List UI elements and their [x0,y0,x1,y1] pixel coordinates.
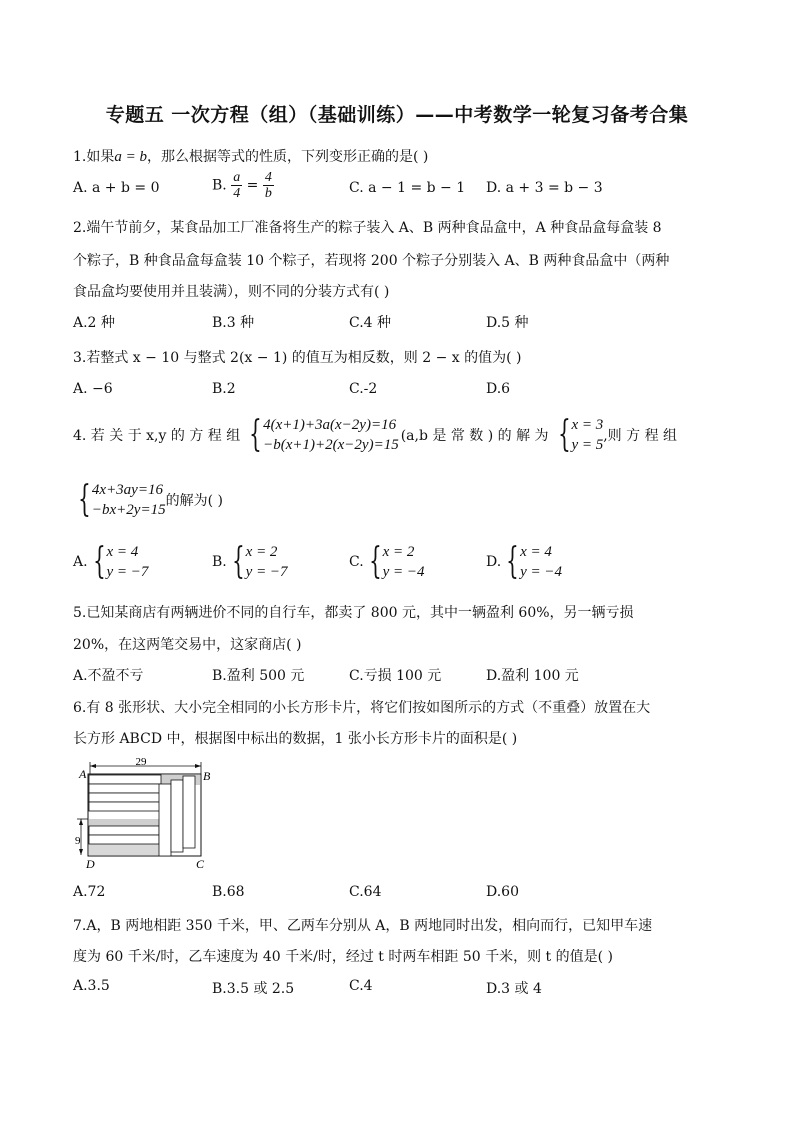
q4-system-1 [244,415,398,455]
q2-option-b: B.3 种 [212,315,255,331]
q4-sys2-post: 的解为( ) [165,493,223,509]
q3-option-b: B.2 [212,381,236,397]
q6-option-a: A.72 [73,884,106,900]
q4-a-row2: y = −7 [106,564,149,580]
brace-icon: { [92,541,106,582]
q4-stem-mid: (a,b 是 常 数 ) 的 解 为 [400,428,549,444]
q1-b-frac-1 [231,170,242,201]
q1-option-b [212,170,274,201]
q6-option-b: B.68 [212,884,245,900]
q1-b-frac2-den: b [264,186,272,201]
brace-icon: { [557,414,571,455]
rectangle-cards-figure [73,758,223,870]
q4-b-row1: x = 2 [245,544,278,560]
figure-top-label: 29 [135,758,147,768]
q4-c-row2: y = −4 [382,564,425,580]
shaded-region-bottom [89,844,159,855]
question-4-stem [73,415,723,455]
q1-b-frac-2 [263,170,274,201]
question-7-line-2: 度为 60 千米/时，乙车速度为 40 千米/时，经过 t 时两车相距 50 千米，则 t 的值是( ) [73,949,614,965]
q1-option-d: D. a + 3 = b − 3 [486,180,603,196]
question-4-system-2 [73,480,223,520]
q5-option-c: C.亏损 100 元 [349,668,442,684]
shaded-region-middle [89,819,159,826]
q4-stem-pre: 4. 若 关 于 x,y 的 方 程 组 [73,428,241,444]
arrowhead-left-icon [90,764,96,768]
q5-option-b: B.盈利 500 元 [212,668,305,684]
card-horizontal-5 [89,826,159,835]
arrowhead-down-icon [79,849,83,855]
q5-option-a: A.不盈不亏 [73,668,144,684]
brace-icon: { [506,541,519,582]
question-2-line-1: 2.端午节前夕，某食品加工厂准备将生产的粽子装入 A、B 两种食品盒中，A 种食品盒每盒装 8 [73,220,662,236]
q7-option-d: D.3 或 4 [486,981,542,997]
q4-sys1-row1: 4(x+1)+3a(x−2y)=16 [263,417,397,433]
q4-sys2-row2: −bx+2y=15 [91,502,166,518]
card-horizontal-1 [89,775,161,784]
question-5-line-2: 20%，在这两笔交易中，这家商店( ) [73,637,302,653]
q3-option-a: A. −6 [73,381,113,397]
brace-icon: { [78,479,91,520]
q4-sol-row1: x = 3 [571,417,604,433]
question-1-stem [73,146,428,166]
q1-stem-pre: 1.如果 [73,149,115,165]
q4-d-row1: x = 4 [520,544,552,560]
q1-b-frac1-den: 4 [233,186,241,201]
q4-sys2-row1: 4x+3ay=16 [91,482,163,498]
question-5-line-1: 5.已知某商店有两辆进价不同的自行车，都卖了 800 元，其中一辆盈利 60%，另一辆亏损 [73,605,634,621]
card-vertical-2 [171,780,183,852]
q5-option-d: D.盈利 100 元 [486,668,579,684]
figure-left-label: 9 [75,835,81,847]
q4-sys1-row2: −b(x+1)+2(x−2y)=15 [263,437,399,453]
page-title: 专题五 一次方程（组）（基础训练）——中考数学一轮复习备考合集 [105,104,689,126]
q1-stem-math: a = b [114,149,147,165]
card-horizontal-3 [89,793,161,802]
q4-option-a [73,542,148,582]
q4-d-row2: y = −4 [520,564,562,580]
q7-option-c: C.4 [349,978,373,994]
q2-option-d: D.5 种 [486,315,529,331]
q3-option-d: D.6 [486,381,511,397]
q4-option-a-label: A. [73,554,88,570]
q6-option-c: C.64 [349,884,382,900]
q4-option-d [486,542,562,582]
q1-option-b-label: B. [212,177,227,194]
q4-b-row2: y = −7 [245,564,288,580]
q1-stem-post: ，那么根据等式的性质，下列变形正确的是( ) [146,149,429,165]
card-horizontal-6 [89,835,159,844]
question-2-line-3: 食品盒均要使用并且装满），则不同的分装方式有( ) [73,284,390,300]
card-vertical-3 [183,776,195,848]
q4-option-c-label: C. [349,554,364,570]
q1-b-eq: = [246,177,259,194]
brace-icon: { [368,541,382,582]
q4-system-2 [73,480,166,520]
q4-option-b-label: B. [212,554,227,570]
q1-option-a: A. a + b = 0 [73,180,160,196]
q3-option-c: C.-2 [349,381,378,397]
q6-option-d: D.60 [486,884,519,900]
card-horizontal-4 [89,802,161,811]
q7-option-b: B.3.5 或 2.5 [212,981,295,997]
q4-stem-post: ,则 方 程 组 [603,428,678,444]
q4-c-row1: x = 2 [382,544,415,560]
q4-option-c [349,542,424,582]
q4-option-b [212,542,288,582]
card-vertical-1 [159,784,171,856]
arrowhead-up-icon [79,819,83,825]
arrowhead-right-icon [195,764,201,768]
brace-icon: { [249,414,262,455]
question-3-stem: 3.若整式 x − 10 与整式 2(x − 1) 的值互为相反数，则 2 − x 的值为( ) [73,350,522,366]
q2-option-c: C.4 种 [349,315,392,331]
q4-solution [553,415,604,455]
question-6-line-1: 6.有 8 张形状、大小完全相同的小长方形卡片，将它们按如图所示的方式（不重叠）放置在大 [73,700,651,716]
q4-option-d-label: D. [486,554,502,570]
question-7-line-1: 7.A，B 两地相距 350 千米，甲、乙两车分别从 A，B 两地同时出发，相向而行，已知甲车速 [73,918,653,934]
corner-label-c: C [196,857,205,870]
q2-option-a: A.2 种 [73,315,115,331]
q4-sol-row2: y = 5 [571,437,604,453]
q1-b-frac1-num: a [233,170,241,185]
question-6-line-2: 长方形 ABCD 中，根据图中标出的数据，1 张小长方形卡片的面积是( ) [73,731,518,747]
q7-option-a: A.3.5 [73,978,110,994]
q4-a-row1: x = 4 [106,544,139,560]
corner-label-a: A [79,767,87,781]
card-horizontal-2 [89,784,161,793]
q1-option-c: C. a − 1 = b − 1 [349,180,466,196]
brace-icon: { [231,541,245,582]
question-2-line-2: 个粽子，B 种食品盒每盒装 10 个粽子，若现将 200 个粽子分别装入 A、B 两种食品盒中（两种 [73,253,670,269]
corner-label-d: D [86,857,95,870]
q1-b-frac2-num: 4 [264,170,272,185]
corner-label-b: B [203,769,211,783]
